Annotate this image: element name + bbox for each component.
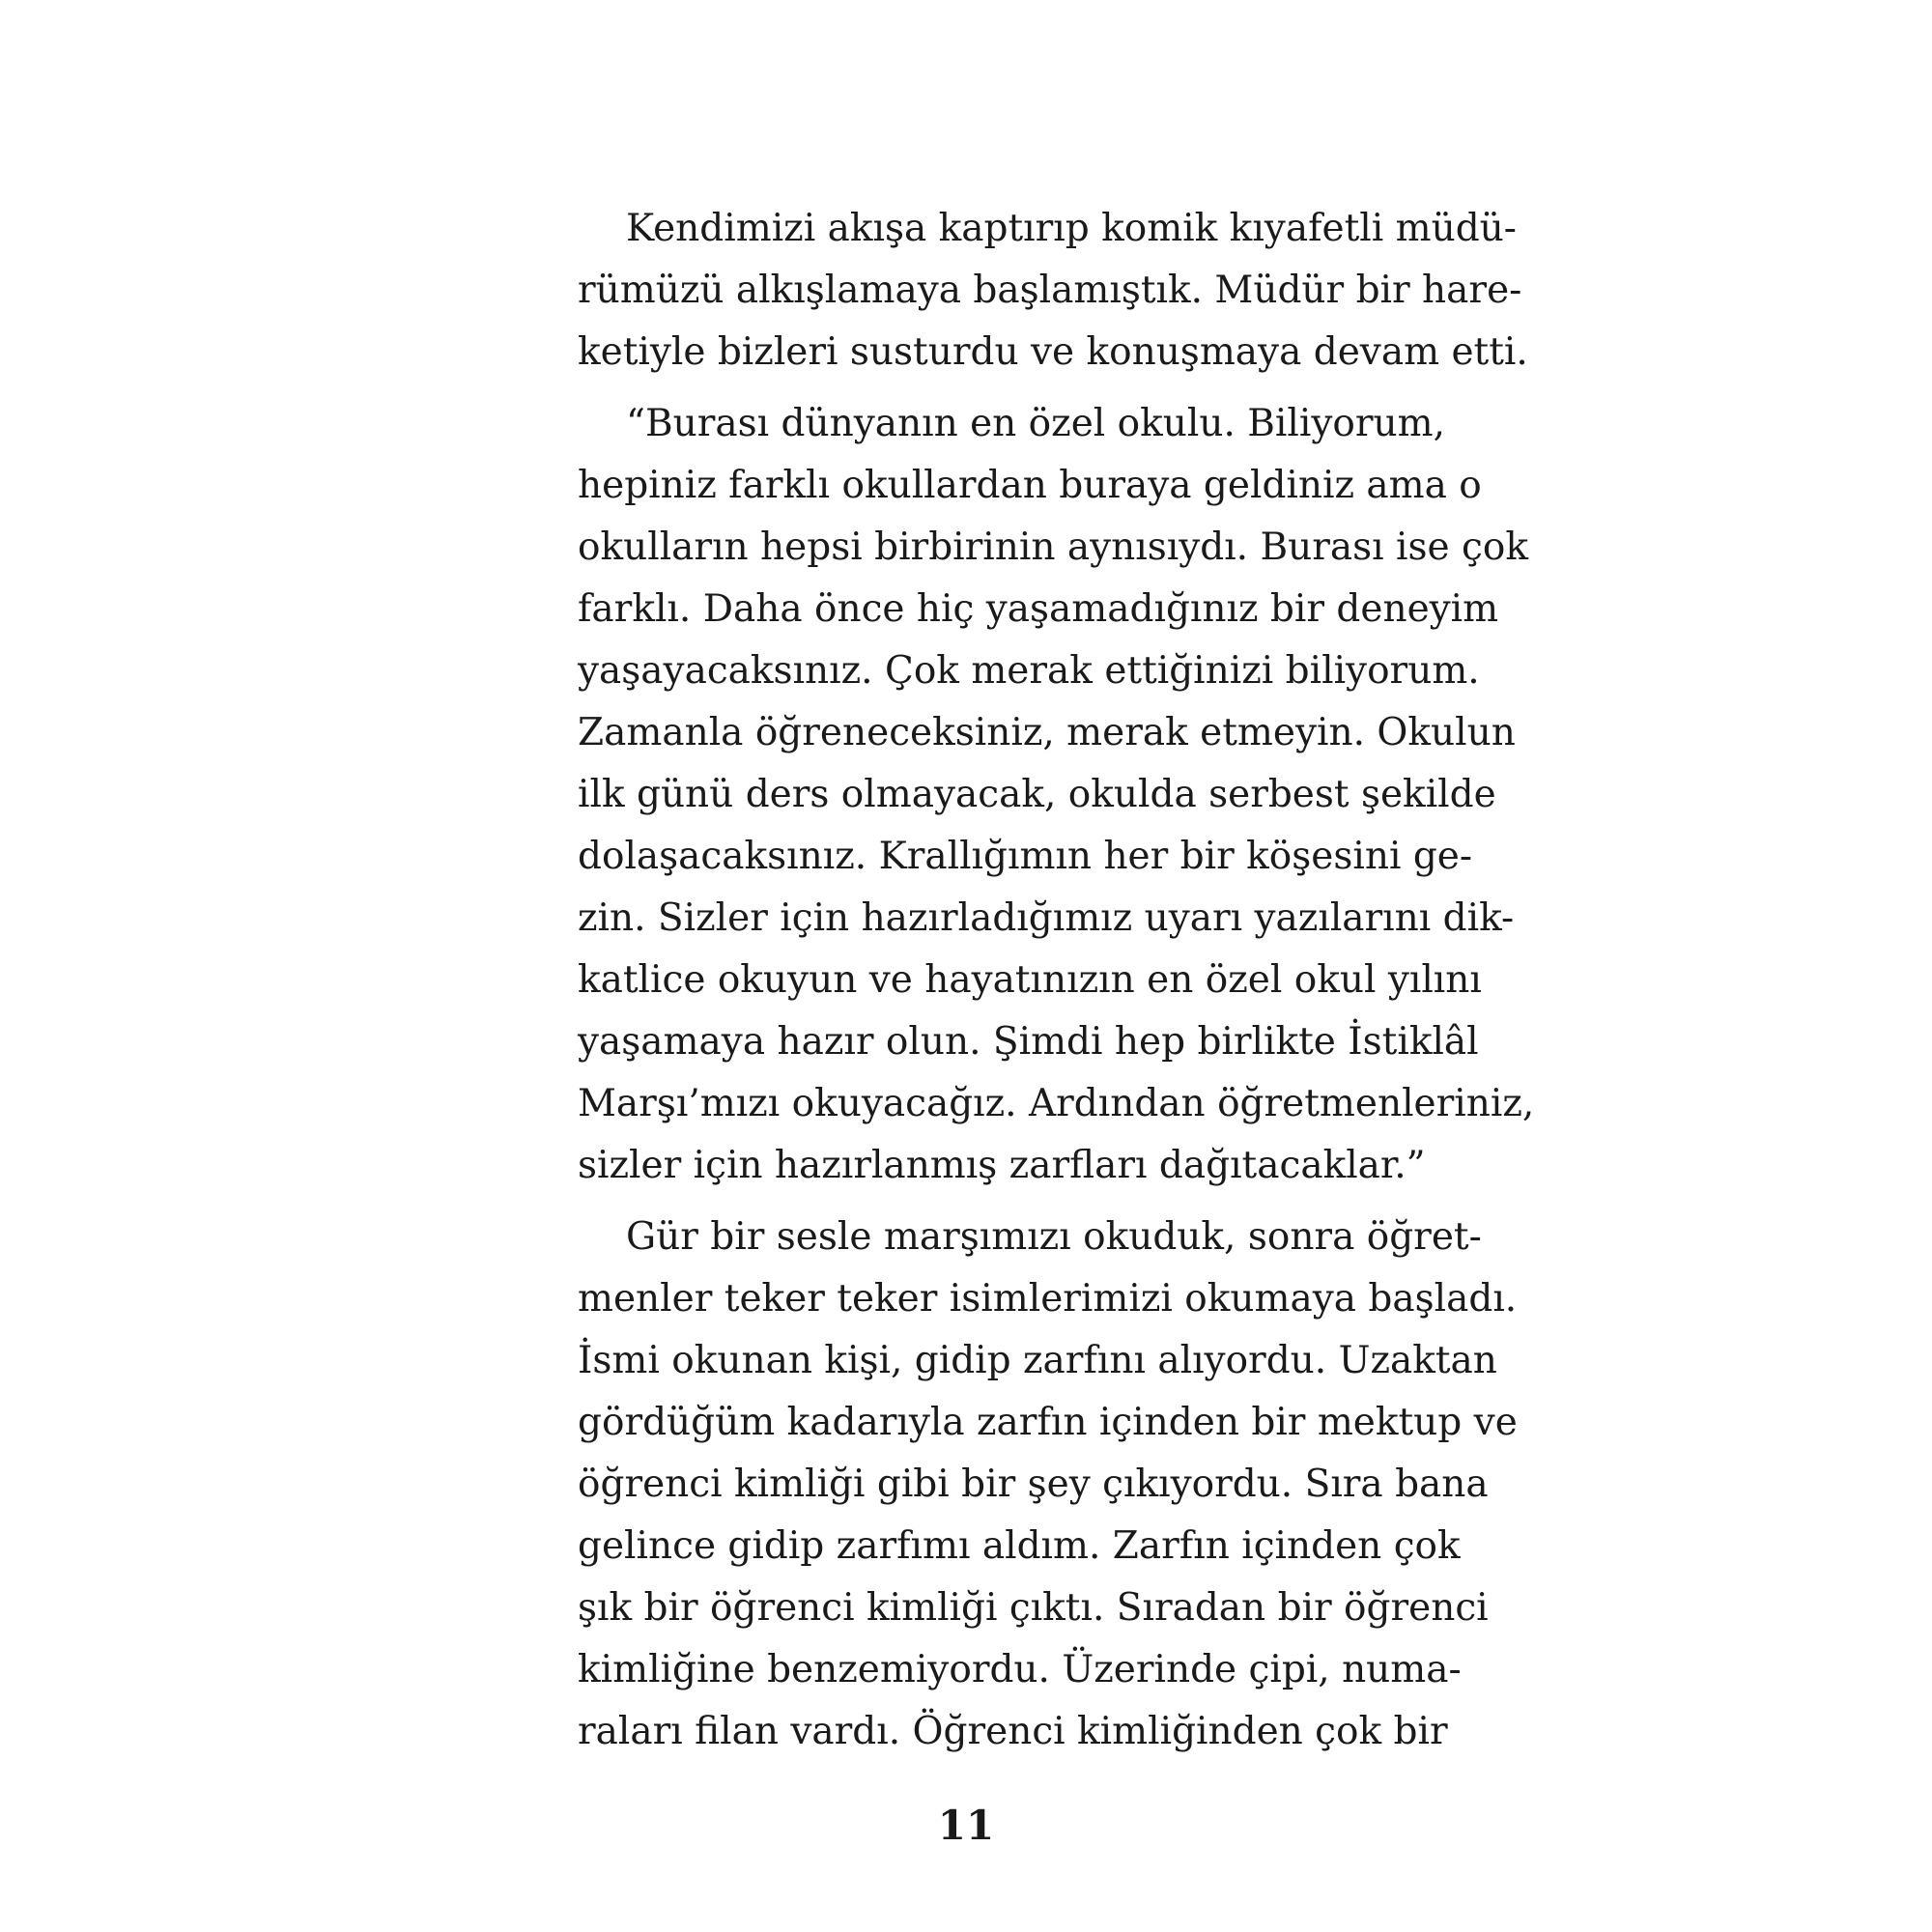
text-line: “Burası dünyanın en özel okulu. Biliyorum, — [626, 402, 1446, 445]
text-line: yaşamaya hazır olun. Şimdi hep birlikte İstiklâl — [578, 1020, 1479, 1064]
text-line: Gür bir sesle marşımızı okuduk, sonra öğret- — [626, 1215, 1482, 1259]
text-line: Zamanla öğreneceksiniz, merak etmeyin. Okulun — [578, 711, 1516, 754]
text-line: Kendimizi akışa kaptırıp komik kıyafetli müdü- — [626, 207, 1517, 250]
text-line: okulların hepsi birbirinin aynısıydı. Burası ise çok — [578, 526, 1528, 569]
body-text — [578, 198, 1535, 1773]
paragraph-2 — [578, 393, 1535, 1197]
paragraph-3 — [578, 1207, 1518, 1763]
text-line: rümüzü alkışlamaya başlamıştık. Müdür bir hare- — [578, 269, 1522, 312]
text-line: yaşayacaksınız. Çok merak ettiğinizi biliyorum. — [578, 649, 1480, 693]
text-line: raları filan vardı. Öğrenci kimliğinden çok bir — [578, 1710, 1448, 1753]
text-line: İsmi okunan kişi, gidip zarfını alıyordu. Uzaktan — [578, 1339, 1497, 1382]
text-line: hepiniz farklı okullardan buraya geldiniz ama o — [578, 464, 1482, 507]
text-line: Marşı’mızı okuyacağız. Ardından öğretmenleriniz, — [578, 1082, 1535, 1125]
text-line: öğrenci kimliği gibi bir şey çıkıyordu. Sıra bana — [578, 1463, 1489, 1506]
text-line: kimliğine benzemiyordu. Üzerinde çipi, numa- — [578, 1648, 1462, 1691]
text-line: farklı. Daha önce hiç yaşamadığınız bir deneyim — [578, 587, 1499, 631]
text-line: gelince gidip zarfımı aldım. Zarfın içinden çok — [578, 1524, 1461, 1568]
text-line: zin. Sizler için hazırladığımız uyarı yazılarını dik- — [578, 896, 1515, 940]
page-number: 11 — [937, 1802, 995, 1849]
text-line: dolaşacaksınız. Krallığımın her bir köşesini ge- — [578, 835, 1473, 878]
text-line: menler teker teker isimlerimizi okumaya başladı. — [578, 1277, 1518, 1321]
paragraph-1 — [578, 198, 1528, 384]
text-line: ilk günü ders olmayacak, okulda serbest şekilde — [578, 773, 1496, 816]
text-line: sizler için hazırlanmış zarfları dağıtacaklar.” — [578, 1144, 1426, 1187]
text-line: katlice okuyun ve hayatınızın en özel okul yılını — [578, 958, 1482, 1002]
text-line: ketiyle bizleri susturdu ve konuşmaya devam etti. — [578, 330, 1528, 374]
text-line: şık bir öğrenci kimliği çıktı. Sıradan bir öğrenci — [578, 1586, 1489, 1630]
text-line: gördüğüm kadarıyla zarfın içinden bir mektup ve — [578, 1401, 1518, 1444]
